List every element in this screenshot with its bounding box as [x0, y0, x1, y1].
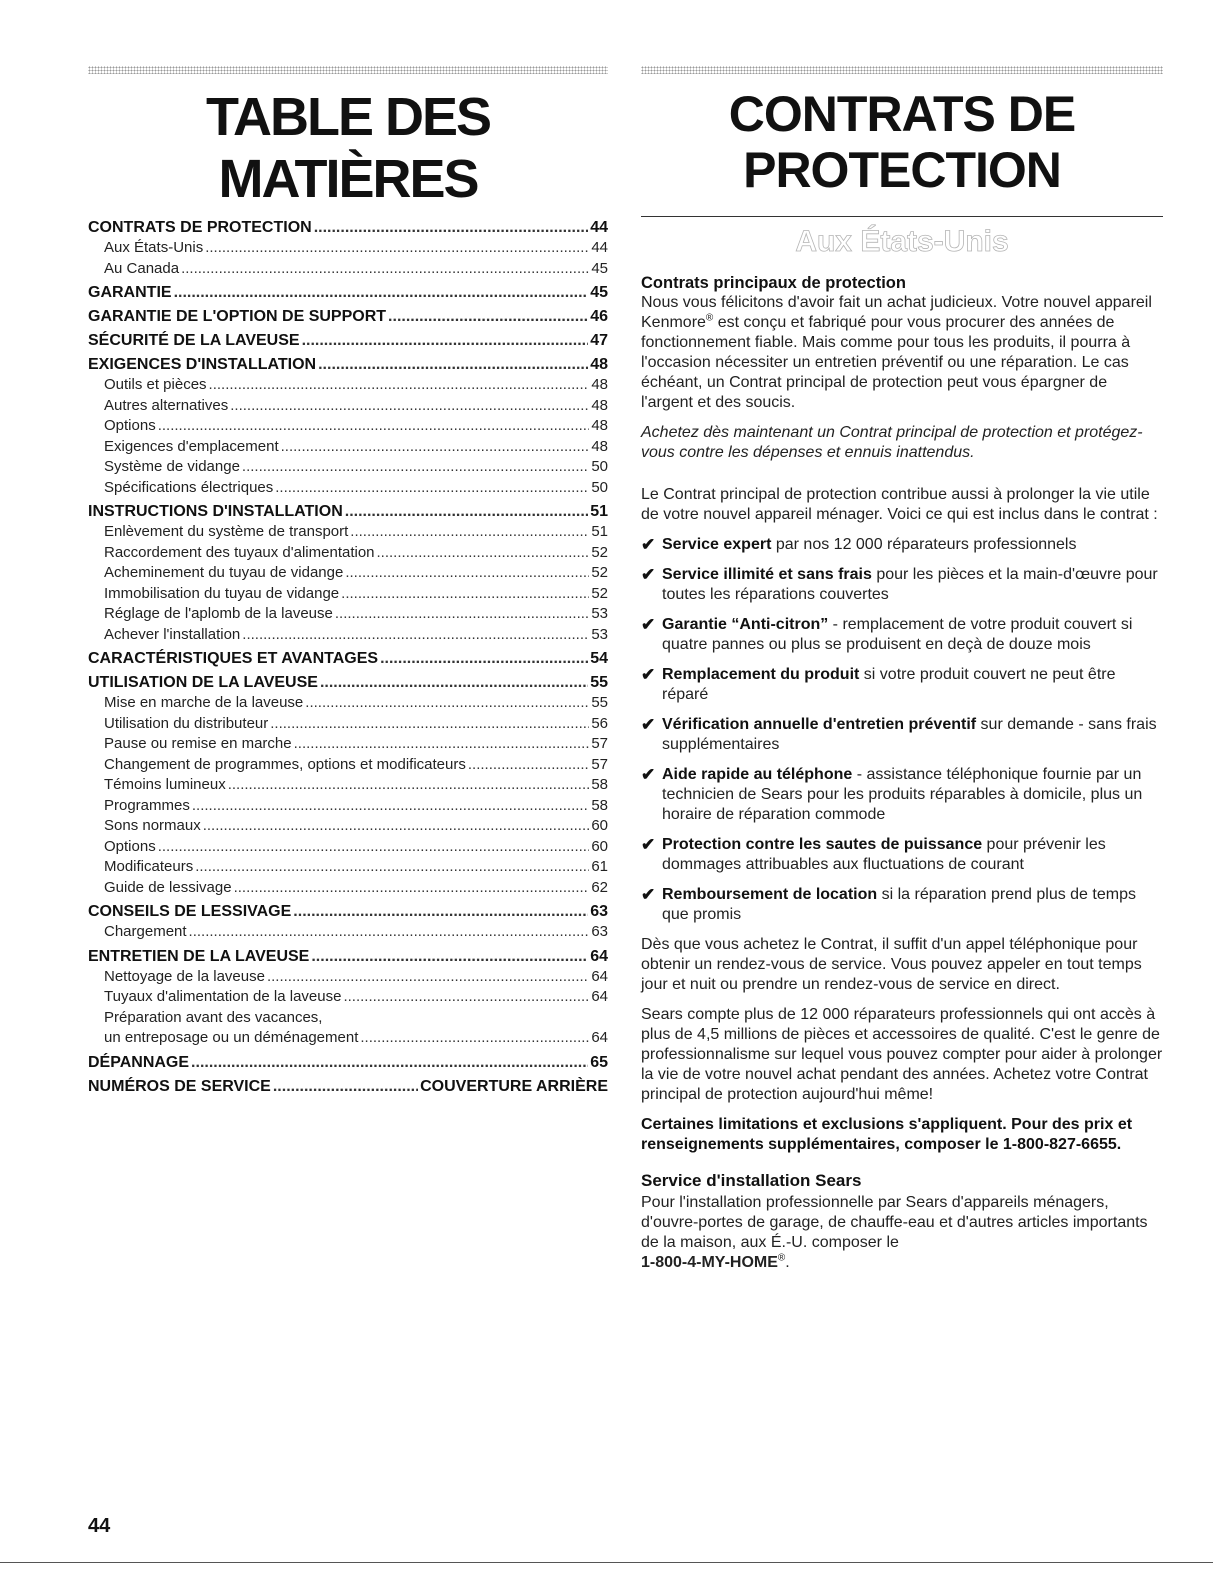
benefit-item: [641, 885, 1163, 925]
toc-entry: [88, 543, 608, 564]
toc-header-bar: [88, 66, 608, 74]
toc-entry-title: Immobilisation du tuyau de vidange: [104, 584, 340, 602]
toc-entry-page: 50: [591, 458, 608, 475]
benefit-title: Service expert: [662, 536, 772, 553]
toc-entry-title: Changement de programmes, options et modificateurs: [104, 755, 466, 773]
benefit-title: Remboursement de location: [662, 886, 878, 903]
toc-entry: [88, 734, 608, 755]
toc-entry-title: Pause ou remise en marche: [104, 735, 292, 752]
toc-column: [88, 66, 608, 1097]
toc-entry: [88, 1053, 608, 1073]
toc-entry: [88, 238, 608, 259]
toc-entry-title: CONTRATS DE PROTECTION: [88, 219, 312, 236]
contracts-header-bar: [641, 66, 1163, 74]
call-paragraph: Dès que vous achetez le Contrat, il suffit d'un appel téléphonique pour obtenir un rendez-vous de service. Vous pouvez appeler en tout temps jour et nuit ou prendre un rendez-vous de service en direct.: [641, 936, 1142, 993]
toc-entry-page: 48: [591, 396, 608, 414]
install-paragraph: [641, 1193, 1163, 1273]
toc-dot-leader: [228, 775, 590, 796]
toc-entry-page: 57: [591, 755, 608, 773]
install-phone: 1-800-4-MY-HOME: [641, 1254, 778, 1271]
toc-entry: [88, 693, 608, 714]
toc-entry-title: un entreposage ou un déménagement: [104, 1029, 359, 1046]
toc-dot-leader: [234, 878, 590, 899]
sears-paragraph: Sears compte plus de 12 000 réparateurs professionnels qui ont accès à plus de 4,5 millions de pièces et accessoires de qualité. C'est le genre de professionnalisme sur lequel vous pouvez compter pour aider à prolonger la vie de votre nouvel achat pendant des années. Achetez votre Contrat principal de protection aujourd'hui même!: [641, 1006, 1163, 1103]
toc-entry-page: 62: [591, 878, 608, 896]
benefit-title: Aide rapide au téléphone: [662, 766, 853, 783]
toc-dot-leader: [345, 502, 588, 522]
checkmark-icon: ✔: [641, 665, 656, 684]
toc-entry: [88, 604, 608, 625]
checkmark-icon: ✔: [641, 765, 656, 784]
intro-after: est conçu et fabriqué pour vous procurer des années de fonctionnement fiable. Mais comme pour tous les produits, il pourra à l'occasion nécessiter un entretien préventif ou une réparation. Le cas échéant, un Contrat principal de protection peut vous épargner de l'argent et des soucis.: [641, 314, 1131, 411]
toc-entry: [88, 259, 608, 280]
checkmark-icon: ✔: [641, 535, 656, 554]
benefit-title: Service illimité et sans frais: [662, 566, 872, 583]
toc-dot-leader: [158, 416, 590, 437]
toc-entry-title: Au Canada: [104, 259, 180, 277]
toc-entry: [88, 563, 608, 584]
toc-entry-title: Acheminement du tuyau de vidange: [104, 564, 344, 581]
toc-dot-leader: [294, 734, 590, 755]
toc-entry-title: Mise en marche de la laveuse: [104, 694, 304, 711]
benefit-item: [641, 835, 1163, 875]
toc-entry-page: 60: [591, 837, 608, 855]
toc-entry: [88, 355, 608, 375]
toc-entry-page: 64: [591, 967, 608, 985]
toc-dot-leader: [311, 947, 588, 967]
page-number: 44: [88, 1515, 111, 1537]
benefit-description: sur demande - sans frais supplémentaires: [662, 716, 1157, 753]
toc-entry: [88, 947, 608, 967]
contracts-title-line1: CONTRATS DE: [728, 86, 1076, 142]
install-registered-mark: ®: [777, 1252, 786, 1264]
toc-entry-page: 46: [590, 308, 608, 325]
toc-entry: [88, 878, 608, 899]
toc-entry-page: 44: [591, 239, 608, 256]
toc-dot-leader: [158, 837, 590, 858]
toc-entry-page: 52: [591, 543, 608, 561]
toc-list: [88, 218, 608, 1097]
toc-entry-page: 64: [591, 1029, 608, 1046]
checkmark-icon: ✔: [641, 565, 656, 584]
toc-entry-title: INSTRUCTIONS D'INSTALLATION: [88, 503, 343, 520]
toc-entry-title: Utilisation du distributeur: [104, 714, 269, 732]
toc-entry: [88, 987, 608, 1008]
toc-entry-title: CONSEILS DE LESSIVAGE: [88, 903, 292, 920]
benefit-description: si votre produit couvert ne peut être réparé: [662, 666, 1116, 703]
toc-dot-leader: [341, 584, 589, 605]
toc-entry: [88, 625, 608, 646]
toc-entry-title: Témoins lumineux: [104, 776, 226, 793]
benefit-title: Vérification annuelle d'entretien préventif: [662, 716, 977, 733]
toc-entry: [88, 1008, 608, 1029]
toc-dot-leader: [209, 375, 590, 396]
toc-entry: [88, 902, 608, 922]
toc-dot-leader: [203, 816, 590, 837]
toc-entry: [88, 457, 608, 478]
toc-entry: [88, 437, 608, 458]
toc-entry: [88, 478, 608, 499]
toc-entry-page: COUVERTURE ARRIÈRE: [420, 1077, 608, 1095]
toc-dot-leader: [302, 331, 589, 351]
toc-entry-page: 47: [590, 332, 608, 349]
toc-entry: [88, 331, 608, 351]
toc-entry-page: 52: [591, 584, 608, 602]
toc-entry-title: CARACTÉRISTIQUES ET AVANTAGES: [88, 650, 379, 667]
toc-entry-page: 44: [590, 219, 608, 236]
toc-entry-page: 54: [590, 650, 608, 667]
toc-entry-page: 45: [591, 259, 608, 277]
toc-dot-leader: [318, 355, 588, 375]
checkmark-icon: ✔: [641, 615, 656, 634]
toc-entry-page: 55: [591, 694, 608, 711]
toc-entry-page: 57: [591, 735, 608, 752]
benefit-item: [641, 765, 1163, 825]
toc-entry-title: Raccordement des tuyaux d'alimentation: [104, 543, 375, 561]
toc-dot-leader: [242, 457, 589, 478]
toc-dot-leader: [195, 857, 589, 878]
toc-entry-page: 64: [591, 988, 608, 1005]
toc-entry: [88, 714, 608, 735]
toc-entry: [88, 416, 608, 437]
master-contracts-subheading: Contrats principaux de protection: [641, 274, 906, 292]
intro-before: Nous vous félicitons d'avoir fait un achat judicieux. Votre nouvel appareil Kenmore: [641, 294, 1152, 331]
toc-entry-page: 51: [591, 523, 608, 540]
section-heading-us: Aux États-Unis: [795, 225, 1009, 258]
toc-entry: [88, 307, 608, 327]
toc-entry-page: 63: [591, 923, 608, 940]
toc-entry-title: EXIGENCES D'INSTALLATION: [88, 356, 317, 373]
toc-entry-title: Guide de lessivage: [104, 878, 232, 896]
toc-entry-page: 60: [591, 817, 608, 834]
benefit-item: [641, 615, 1163, 655]
toc-entry-title: Sons normaux: [104, 817, 201, 834]
toc-entry-title: Nettoyage de la laveuse: [104, 967, 265, 985]
toc-dot-leader: [242, 625, 589, 646]
toc-entry: [88, 649, 608, 669]
benefit-title: Garantie “Anti-citron”: [662, 616, 829, 633]
toc-dot-leader: [314, 218, 589, 238]
benefits-list: [641, 535, 1163, 925]
toc-entry-page: 45: [590, 284, 608, 301]
intro-paragraph: [641, 293, 1163, 413]
benefit-description: pour les pièces et la main-d'œuvre pour toutes les réparations couvertes: [662, 566, 1158, 603]
checkmark-icon: ✔: [641, 715, 656, 734]
toc-entry-title: Modificateurs: [104, 858, 194, 875]
toc-entry-page: 48: [591, 437, 608, 455]
toc-dot-leader: [293, 902, 588, 922]
italic-callout: Achetez dès maintenant un Contrat principal de protection et protégez-vous contre les dépenses et ennuis inattendus.: [641, 424, 1143, 461]
toc-entry-title: Système de vidange: [104, 458, 240, 475]
toc-dot-leader: [273, 1077, 418, 1097]
toc-entry-page: 53: [591, 605, 608, 622]
registered-mark: ®: [705, 312, 714, 324]
toc-dot-leader: [281, 437, 590, 458]
benefit-item: [641, 535, 1163, 555]
toc-dot-leader: [468, 755, 589, 776]
toc-dot-leader: [267, 967, 589, 988]
install-text: Pour l'installation professionnelle par Sears d'appareils ménagers, d'ouvre-portes de garage, de chauffe-eau et d'autres articles importants de la maison, aux É.-U. composer le: [641, 1194, 1148, 1251]
toc-dot-leader: [335, 604, 589, 625]
toc-title: TABLE DES MATIÈRES: [205, 87, 490, 209]
toc-entry-title: Spécifications électriques: [104, 478, 274, 496]
benefit-title: Remplacement du produit: [662, 666, 860, 683]
toc-dot-leader: [305, 693, 589, 714]
toc-entry: [88, 967, 608, 988]
toc-entry: [88, 1028, 608, 1049]
toc-entry-title: Tuyaux d'alimentation de la laveuse: [104, 988, 342, 1005]
toc-entry: [88, 857, 608, 878]
checkmark-icon: ✔: [641, 835, 656, 854]
toc-entry-title: GARANTIE DE L'OPTION DE SUPPORT: [88, 308, 387, 325]
contracts-title-line2: PROTECTION: [743, 142, 1061, 198]
toc-entry: [88, 584, 608, 605]
toc-entry: [88, 502, 608, 522]
toc-dot-leader: [343, 987, 589, 1008]
install-heading: Service d'installation Sears: [641, 1171, 862, 1190]
toc-dot-leader: [350, 522, 589, 543]
contracts-column: [641, 66, 1163, 1283]
toc-dot-leader: [205, 238, 589, 259]
toc-entry: [88, 283, 608, 303]
toc-entry: [88, 816, 608, 837]
benefit-item: [641, 715, 1163, 755]
benefit-description: - remplacement de votre produit couvert si quatre pannes ou plus se produisent en deçà de douze mois: [662, 616, 1133, 653]
toc-entry-page: 51: [590, 503, 608, 520]
toc-entry-title: Chargement: [104, 923, 187, 940]
toc-dot-leader: [377, 543, 590, 564]
toc-dot-leader: [174, 283, 589, 303]
toc-dot-leader: [360, 1028, 589, 1049]
toc-entry-page: 65: [590, 1053, 608, 1071]
toc-dot-leader: [189, 922, 590, 943]
toc-entry-page: 56: [591, 714, 608, 732]
toc-entry-title: Préparation avant des vacances,: [104, 1008, 323, 1026]
toc-entry-title: Enlèvement du système de transport: [104, 523, 349, 540]
toc-entry-title: NUMÉROS DE SERVICE: [88, 1077, 271, 1095]
toc-entry-page: 48: [590, 356, 608, 373]
benefit-description: si la réparation prend plus de temps que promis: [662, 886, 1136, 923]
toc-entry: [88, 673, 608, 693]
toc-entry-title: GARANTIE: [88, 284, 172, 301]
contracts-title: [641, 86, 1163, 198]
toc-entry: [88, 396, 608, 417]
toc-entry-title: UTILISATION DE LA LAVEUSE: [88, 674, 318, 691]
toc-entry: [88, 837, 608, 858]
toc-entry-title: Achever l'installation: [104, 625, 241, 643]
benefit-title: Protection contre les sautes de puissance: [662, 836, 983, 853]
toc-entry-page: 48: [591, 376, 608, 393]
toc-dot-leader: [181, 259, 589, 280]
toc-entry-title: Autres alternatives: [104, 396, 229, 414]
toc-entry-title: Options: [104, 837, 156, 855]
benefit-description: - assistance téléphonique fournie par un technicien de Sears pour les produits réparables à domicile, plus un horaire de réparation commode: [662, 766, 1143, 823]
toc-entry: [88, 775, 608, 796]
toc-entry-page: 48: [591, 417, 608, 434]
toc-entry-page: 50: [591, 478, 608, 496]
toc-entry: [88, 796, 608, 817]
toc-dot-leader: [192, 796, 589, 817]
toc-dot-leader: [191, 1053, 588, 1073]
section-divider: [641, 216, 1163, 217]
limitations-paragraph: Certaines limitations et exclusions s'appliquent. Pour des prix et renseignements supplémentaires, composer le 1-800-827-6655.: [641, 1116, 1133, 1153]
toc-entry: [88, 1077, 608, 1097]
benefit-description: pour prévenir les dommages attribuables aux fluctuations de courant: [662, 836, 1106, 873]
install-end: .: [785, 1254, 790, 1271]
toc-entry-title: SÉCURITÉ DE LA LAVEUSE: [88, 332, 300, 349]
toc-entry: [88, 922, 608, 943]
toc-dot-leader: [380, 649, 588, 669]
toc-entry-page: 58: [591, 796, 608, 814]
toc-entry-page: 52: [591, 564, 608, 581]
toc-entry-title: Aux États-Unis: [104, 239, 204, 256]
toc-entry-page: 53: [591, 625, 608, 643]
toc-dot-leader: [270, 714, 589, 735]
toc-entry-title: Programmes: [104, 796, 190, 814]
toc-entry-title: DÉPANNAGE: [88, 1053, 190, 1071]
toc-entry: [88, 375, 608, 396]
toc-entry-title: ENTRETIEN DE LA LAVEUSE: [88, 947, 310, 965]
benefit-item: [641, 665, 1163, 705]
toc-entry-page: 61: [591, 858, 608, 875]
toc-entry: [88, 522, 608, 543]
toc-dot-leader: [345, 563, 589, 584]
toc-entry-page: 58: [591, 776, 608, 793]
toc-dot-leader: [275, 478, 589, 499]
toc-entry-title: Options: [104, 417, 156, 434]
toc-entry-title: Exigences d'emplacement: [104, 437, 279, 455]
toc-entry: [88, 755, 608, 776]
benefit-item: [641, 565, 1163, 605]
checkmark-icon: ✔: [641, 885, 656, 904]
toc-entry-page: 63: [590, 903, 608, 920]
benefit-description: par nos 12 000 réparateurs professionnels: [771, 536, 1077, 553]
toc-entry: [88, 218, 608, 238]
toc-dot-leader: [388, 307, 588, 327]
toc-entry-title: Réglage de l'aplomb de la laveuse: [104, 605, 333, 622]
toc-entry-title: Outils et pièces: [104, 376, 207, 393]
lead-paragraph: Le Contrat principal de protection contribue aussi à prolonger la vie utile de votre nouvel appareil ménager. Voici ce qui est inclus dans le contrat :: [641, 486, 1158, 523]
toc-dot-leader: [320, 673, 588, 693]
toc-entry-page: 64: [590, 947, 608, 965]
toc-dot-leader: [230, 396, 589, 417]
toc-entry-page: 55: [590, 674, 608, 691]
bottom-rule: [0, 1562, 1213, 1563]
